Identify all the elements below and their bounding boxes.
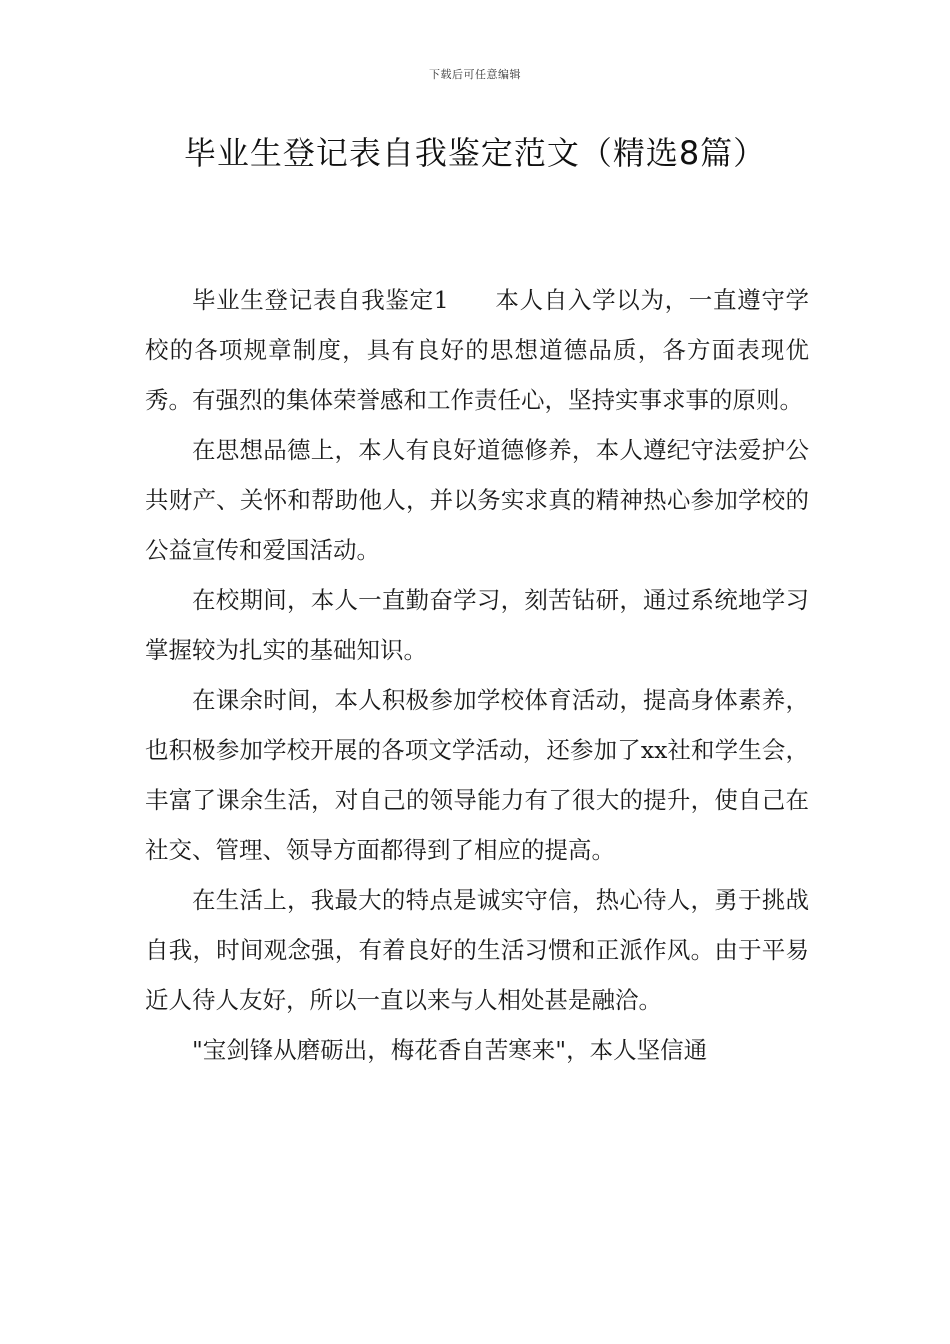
section-heading: 毕业生登记表自我鉴定1 (192, 286, 449, 314)
section-text: 本人自入学以为，一直遵守学校的各项规章制度，具有良好的思想道德品质，各方面表现优秀。有强烈的集体荣誉感和工作责任心，坚持实事求事的原则。 (145, 286, 810, 414)
header-note: 下载后可任意编辑 (429, 68, 521, 81)
paragraph-5: 在生活上，我最大的特点是诚实守信，热心待人，勇于挑战自我，时间观念强，有着良好的生活习惯和正派作风。由于平易近人待人友好，所以一直以来与人相处甚是融洽。 (145, 886, 809, 1014)
document-title: 毕业生登记表自我鉴定范文（精选8篇） (183, 134, 767, 172)
paragraph-4: 在课余时间，本人积极参加学校体育活动，提高身体素养，也积极参加学校开展的各项文学活动，还参加了xx社和学生会，丰富了课余生活，对自己的领导能力有了很大的提升，使自己在社交、管理、领导方面都得到了相应的提高。 (145, 686, 809, 864)
document-body (145, 275, 809, 1075)
paragraph-3: 在校期间，本人一直勤奋学习，刻苦钻研，通过系统地学习掌握较为扎实的基础知识。 (145, 586, 809, 664)
paragraph-2: 在思想品德上，本人有良好道德修养，本人遵纪守法爱护公共财产、关怀和帮助他人，并以务实求真的精神热心参加学校的公益宣传和爱国活动。 (145, 436, 809, 564)
paragraph-1 (145, 275, 809, 425)
paragraph-6: "宝剑锋从磨砺出，梅花香自苦寒来"，本人坚信通 (192, 1036, 708, 1064)
